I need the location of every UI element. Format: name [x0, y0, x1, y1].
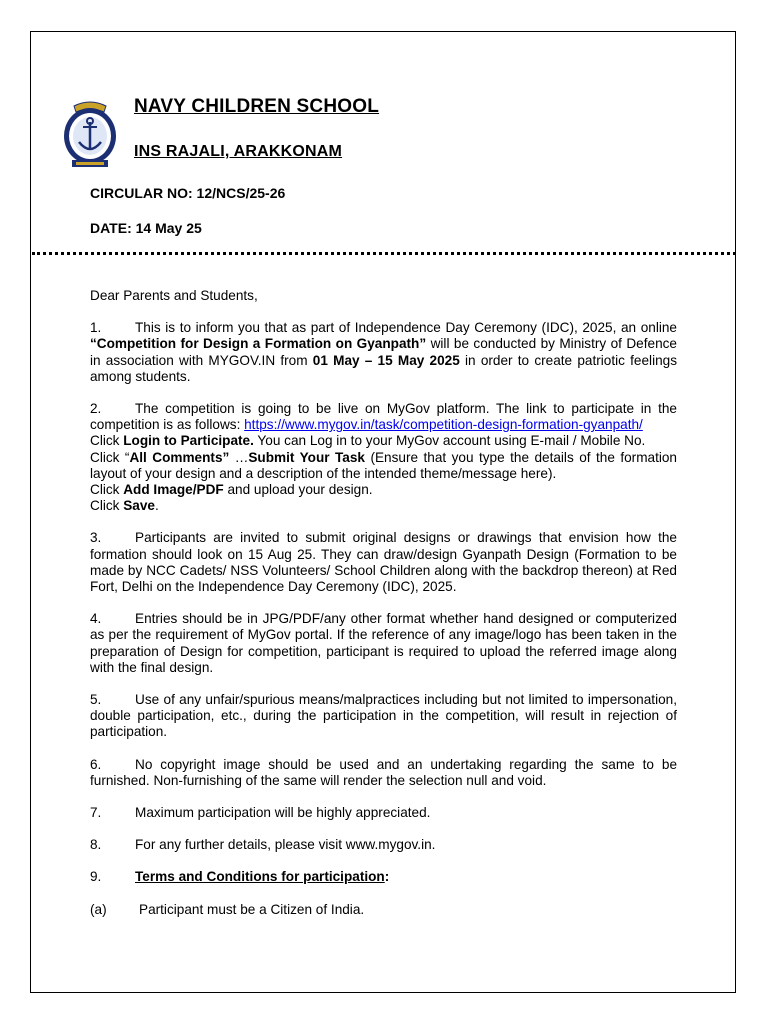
submit-task-instruction: Submit Your Task: [248, 449, 365, 465]
school-name: NAVY CHILDREN SCHOOL: [134, 96, 380, 117]
paragraph-6: [90, 757, 677, 789]
text: Click: [90, 498, 124, 514]
text: Use of any unfair/spurious means/malpractices including but not limited to impersonation, double participation, etc., during the participation in the competition, will result in rejection of participation.: [90, 692, 677, 740]
paragraph-2: [90, 401, 677, 514]
text: .: [154, 498, 159, 514]
text: Maximum participation will be highly appreciated.: [135, 805, 431, 821]
text: :: [384, 869, 390, 885]
paragraph-5: [90, 692, 677, 741]
sub-item-a: [90, 902, 677, 918]
text: Participants are invited to submit original designs or drawings that envision how the formation should look on 15 Aug 25. They can draw/design Gyanpath Design (Formation to be made by NCC Cadets/ NSS Volunteers/ School Children along with the backdrop thereon) at Red Fort, Delhi on the Independence Day Ceremony (IDC), 2025.: [90, 530, 677, 595]
competition-dates: 01 May – 15 May 2025: [312, 352, 460, 368]
paragraph-7: [90, 805, 677, 821]
paragraph-number: 6.: [90, 756, 102, 772]
text: The competition is going to be live on MyGov platform. The link to participate in the competition is as follows:: [90, 401, 677, 433]
text: Participant must be a Citizen of India.: [139, 901, 365, 917]
paragraph-number: 9.: [90, 869, 102, 885]
dotted-separator: [32, 252, 736, 255]
paragraph-number: 1.: [90, 320, 102, 336]
competition-name: “Competition for Design a Formation on Gyanpath”: [90, 336, 427, 352]
letter-body: [90, 288, 677, 934]
paragraph-number: 8.: [90, 837, 102, 853]
text: Click: [90, 482, 124, 498]
text: Click “: [90, 449, 130, 465]
paragraph-number: 7.: [90, 805, 102, 821]
text: …: [229, 449, 249, 465]
paragraph-9: [90, 869, 677, 885]
school-location: INS RAJALI, ARAKKONAM: [134, 143, 343, 160]
login-instruction: Login to Participate.: [123, 433, 254, 449]
navy-crest-icon: [60, 98, 120, 170]
paragraph-number: 2.: [90, 401, 102, 417]
terms-heading: Terms and Conditions for participation: [135, 869, 385, 885]
text: (Ensure that you type the details of the formation layout of your design and a description of the intended theme/message here).: [90, 449, 677, 481]
paragraph-3: [90, 530, 677, 595]
text: Entries should be in JPG/PDF/any other format whether hand designed or computerized as per the requirement of MyGov portal. If the reference of any image/logo has been taken in the preparation of Design for competition, participant is required to upload the referred image along with the final design.: [90, 611, 677, 675]
paragraph-number: 5.: [90, 692, 102, 708]
text: in order to create patriotic feelings among students.: [90, 352, 678, 384]
paragraph-number: 4.: [90, 611, 102, 627]
all-comments-instruction: All Comments”: [129, 449, 230, 465]
paragraph-8: [90, 837, 677, 853]
paragraph-1: [90, 320, 677, 385]
competition-link[interactable]: https://www.mygov.in/task/competition-design-formation-gyanpath/: [244, 417, 643, 433]
text: For any further details, please visit www.mygov.in.: [135, 837, 436, 853]
text: No copyright image should be used and an undertaking regarding the same to be furnished. Non-furnishing of the same will render the selection null and void.: [90, 756, 677, 788]
circular-date: DATE: 14 May 25: [90, 220, 202, 236]
paragraph-number: 3.: [90, 530, 102, 546]
text: You can Log in to your MyGov account using E-mail / Mobile No.: [253, 433, 646, 449]
text: and upload your design.: [223, 482, 373, 498]
add-image-instruction: Add Image/PDF: [123, 482, 224, 498]
text: will be conducted by Ministry of Defence in association with MYGOV.IN from: [90, 336, 677, 368]
text: This is to inform you that as part of Independence Day Ceremony (IDC), 2025, an online: [135, 320, 677, 336]
paragraph-4: [90, 611, 677, 676]
save-instruction: Save: [123, 498, 155, 514]
salutation: Dear Parents and Students,: [90, 288, 258, 303]
circular-number: CIRCULAR NO: 12/NCS/25-26: [90, 185, 286, 201]
text: Click: [90, 433, 124, 449]
sub-item-label: (a): [90, 901, 107, 917]
